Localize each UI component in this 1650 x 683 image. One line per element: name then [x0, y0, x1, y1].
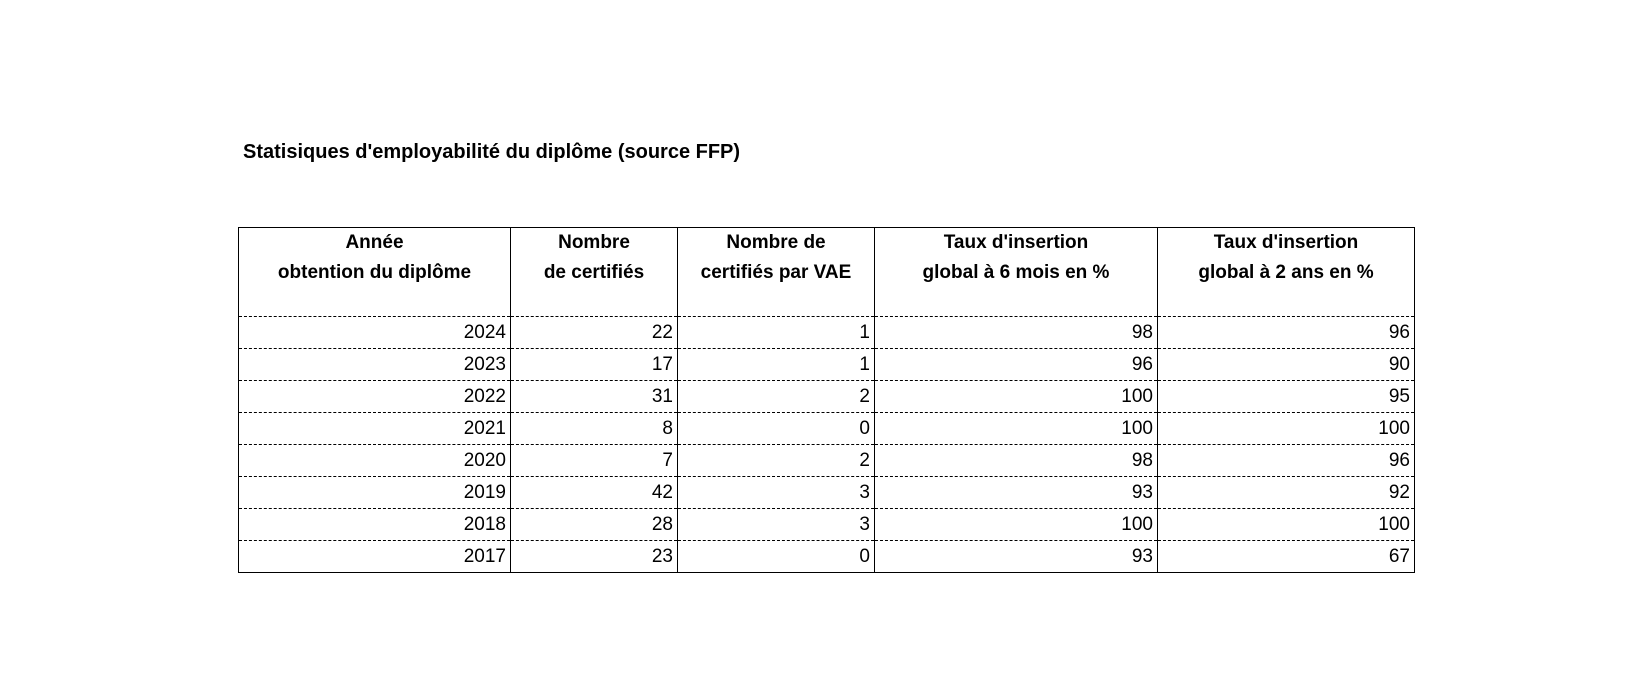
header-insertion-2-years-line-2: global à 2 ans en % [1198, 262, 1374, 283]
cell-certified-count: 42 [511, 476, 678, 508]
header-insertion-6-months-line-1: Taux d'insertion [943, 232, 1089, 253]
header-vae-count [678, 228, 875, 289]
cell-vae-count: 3 [678, 508, 875, 540]
cell-vae-count: 2 [678, 444, 875, 476]
cell-vae-count: 1 [678, 316, 875, 348]
cell-year: 2020 [239, 444, 511, 476]
cell-insertion-2-years: 96 [1158, 316, 1415, 348]
cell-certified-count: 22 [511, 316, 678, 348]
cell-year: 2019 [239, 476, 511, 508]
cell-certified-count: 31 [511, 380, 678, 412]
cell-year: 2018 [239, 508, 511, 540]
cell-insertion-6-months: 98 [875, 444, 1158, 476]
header-insertion-2-years-line-1: Taux d'insertion [1213, 232, 1359, 253]
cell-certified-count: 28 [511, 508, 678, 540]
cell-insertion-6-months: 100 [875, 412, 1158, 444]
cell-year: 2022 [239, 380, 511, 412]
header-insertion-6-months [875, 228, 1158, 289]
cell-year: 2017 [239, 540, 511, 572]
spacer-cell [678, 288, 875, 316]
spacer-cell [239, 288, 511, 316]
table-row [239, 316, 1415, 348]
cell-insertion-2-years: 92 [1158, 476, 1415, 508]
spacer-cell [511, 288, 678, 316]
header-certified-count-line-1: Nombre [558, 232, 630, 253]
page-title: Statisiques d'employabilité du diplôme (source FFP) [243, 141, 741, 163]
cell-insertion-2-years: 100 [1158, 412, 1415, 444]
cell-vae-count: 0 [678, 540, 875, 572]
cell-insertion-2-years: 100 [1158, 508, 1415, 540]
header-vae-count-line-1: Nombre de [726, 232, 826, 253]
cell-insertion-6-months: 93 [875, 476, 1158, 508]
cell-insertion-2-years: 67 [1158, 540, 1415, 572]
header-year-line-2: obtention du diplôme [277, 262, 472, 283]
cell-vae-count: 3 [678, 476, 875, 508]
employability-table [238, 227, 1415, 573]
header-certified-count [511, 228, 678, 289]
header-row [239, 228, 1415, 289]
cell-insertion-2-years: 90 [1158, 348, 1415, 380]
table-row [239, 444, 1415, 476]
cell-insertion-6-months: 93 [875, 540, 1158, 572]
cell-certified-count: 8 [511, 412, 678, 444]
header-insertion-2-years [1158, 228, 1415, 289]
cell-insertion-6-months: 96 [875, 348, 1158, 380]
cell-vae-count: 2 [678, 380, 875, 412]
table-row [239, 540, 1415, 572]
cell-certified-count: 23 [511, 540, 678, 572]
cell-insertion-6-months: 100 [875, 380, 1158, 412]
cell-year: 2021 [239, 412, 511, 444]
table-row [239, 412, 1415, 444]
header-certified-count-line-2: de certifiés [543, 262, 645, 283]
cell-year: 2024 [239, 316, 511, 348]
table-row [239, 348, 1415, 380]
header-year [239, 228, 511, 289]
spacer-cell [875, 288, 1158, 316]
header-vae-count-line-2: certifiés par VAE [700, 262, 852, 283]
spacer-row [239, 288, 1415, 316]
cell-insertion-2-years: 95 [1158, 380, 1415, 412]
header-year-line-1: Année [345, 232, 404, 253]
cell-year: 2023 [239, 348, 511, 380]
cell-insertion-6-months: 98 [875, 316, 1158, 348]
table-row [239, 476, 1415, 508]
table-row [239, 508, 1415, 540]
table-row [239, 380, 1415, 412]
cell-certified-count: 7 [511, 444, 678, 476]
cell-vae-count: 1 [678, 348, 875, 380]
spacer-cell [1158, 288, 1415, 316]
cell-insertion-6-months: 100 [875, 508, 1158, 540]
header-insertion-6-months-line-2: global à 6 mois en % [922, 262, 1110, 283]
cell-certified-count: 17 [511, 348, 678, 380]
cell-vae-count: 0 [678, 412, 875, 444]
cell-insertion-2-years: 96 [1158, 444, 1415, 476]
